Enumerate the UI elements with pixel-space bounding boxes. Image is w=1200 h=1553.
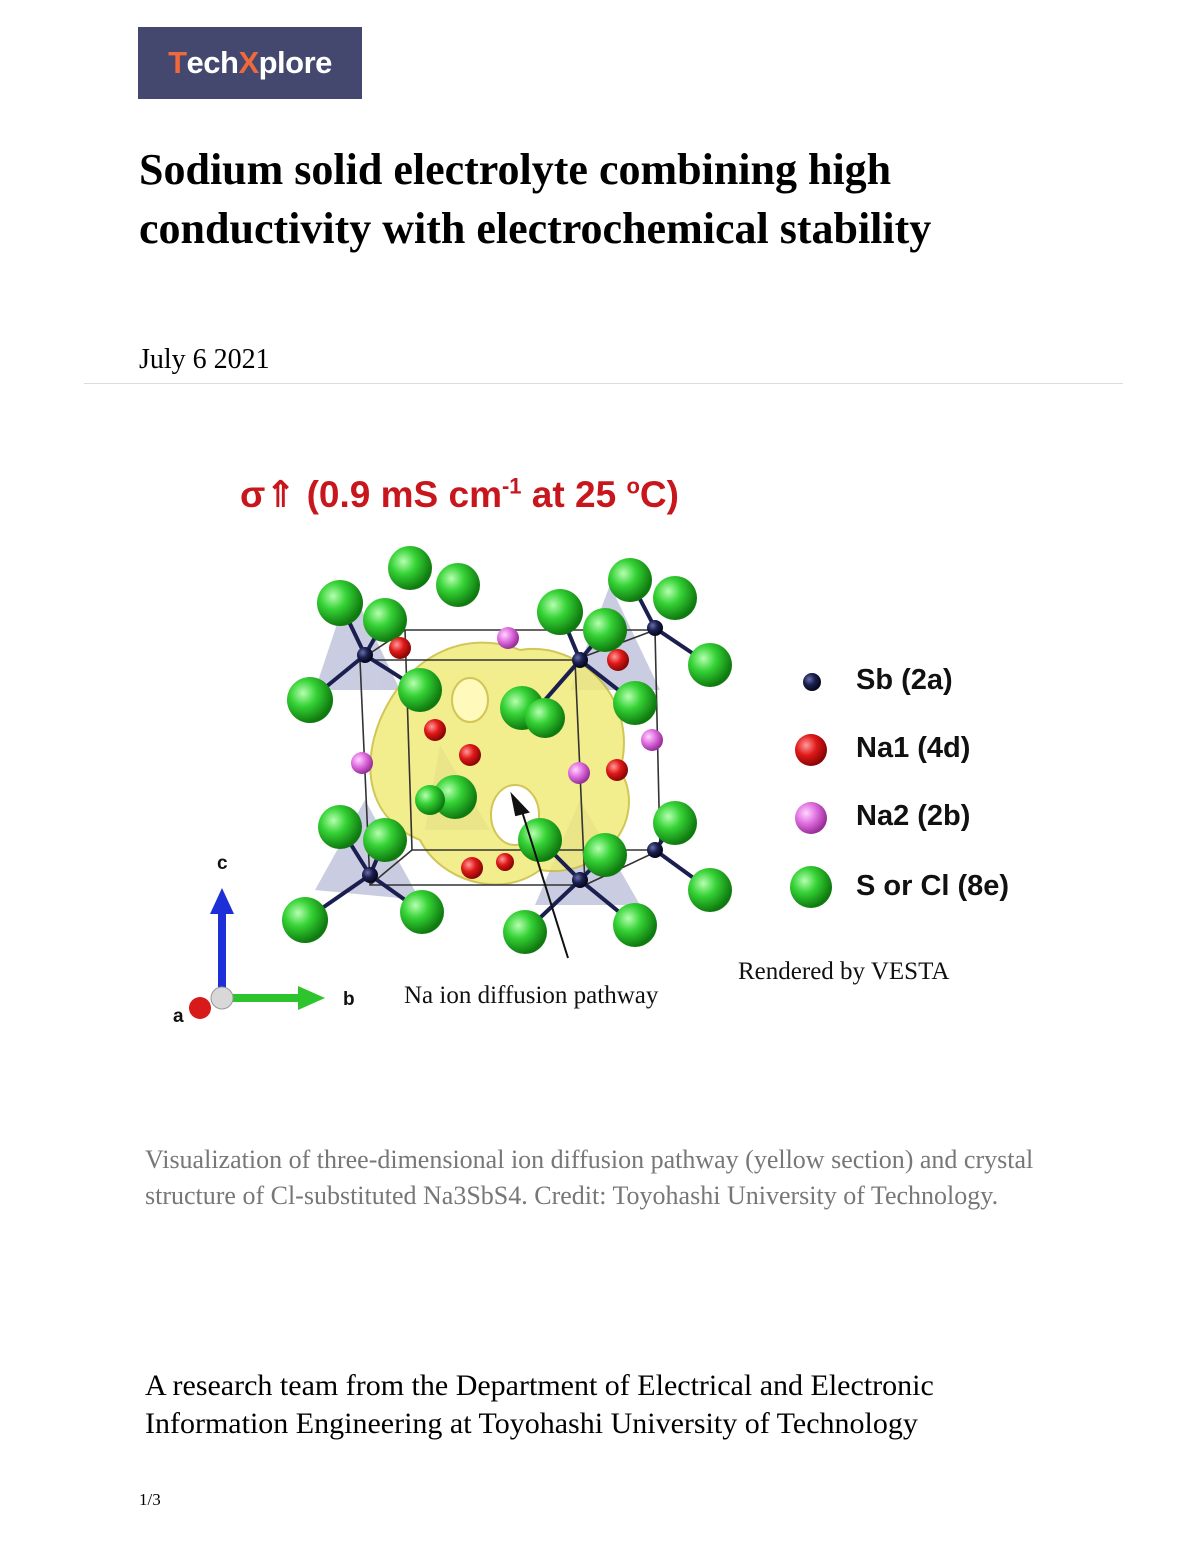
axis-b-label: b	[343, 989, 355, 1010]
article-date: July 6 2021	[139, 344, 270, 375]
rendered-by-label: Rendered by VESTA	[738, 958, 950, 985]
logo-t: T	[168, 45, 187, 80]
axis-a-label: a	[173, 1006, 184, 1027]
article-paragraph: A research team from the Department of Electrical and Electronic Information Engineering at Toyohashi University of Technology	[145, 1369, 934, 1440]
legend-s-cl: S or Cl (8e)	[856, 870, 1010, 902]
figure-headline	[240, 473, 679, 516]
legend-na1: Na1 (4d)	[856, 732, 971, 764]
axis-c-label: c	[217, 853, 228, 874]
article-title: Sodium solid electrolyte combining high conductivity with electrochemical stability	[139, 145, 932, 253]
pathway-label: Na ion diffusion pathway	[404, 982, 659, 1009]
logo-part2: plore	[258, 45, 332, 80]
techxplore-logo[interactable]	[138, 27, 362, 99]
page-number: 1/3	[139, 1490, 161, 1509]
headline-sup1: -1	[501, 473, 522, 499]
headline-mid: at 25	[521, 474, 627, 515]
headline-end: C)	[639, 474, 679, 515]
legend-swatches	[790, 673, 832, 908]
header-divider	[84, 383, 1123, 384]
headline-sup2: o	[626, 473, 640, 499]
logo-x: X	[238, 45, 259, 80]
legend-na2: Na2 (2b)	[856, 800, 971, 832]
headline-main: σ⇑ (0.9 mS cm	[240, 474, 502, 515]
figure-caption: Visualization of three-dimensional ion diffusion pathway (yellow section) and crystal structure of Cl-substituted Na3SbS4. Credit: Toyohashi University of Technology.	[145, 1145, 1034, 1210]
legend-sb: Sb (2a)	[856, 664, 953, 696]
logo-part1: ech	[186, 45, 239, 80]
